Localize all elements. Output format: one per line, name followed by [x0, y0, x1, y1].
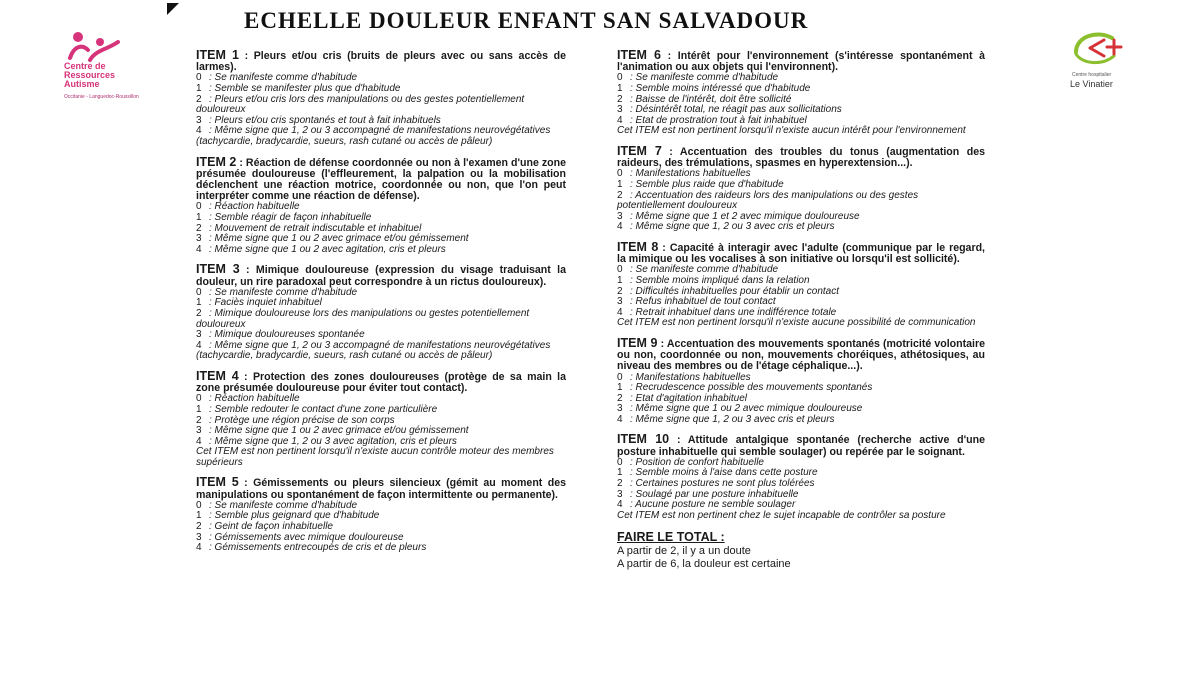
score-value: 3	[196, 233, 202, 245]
score-description: : Même signe que 1, 2 ou 3 avec agitation, cris et pleurs	[209, 435, 457, 447]
cra-figures-icon	[66, 30, 126, 64]
score-option	[196, 543, 566, 554]
score-options	[617, 458, 985, 511]
score-value: 4	[196, 339, 202, 351]
scale-item	[617, 335, 985, 426]
item-number: ITEM 8	[617, 239, 659, 254]
score-description: : Réaction habituelle	[209, 393, 300, 405]
scale-item	[196, 50, 566, 148]
score-value: 1	[617, 178, 623, 190]
score-value: 0	[196, 499, 202, 511]
score-value: 0	[196, 286, 202, 298]
score-description: : Semble moins à l'aise dans cette posture	[630, 467, 818, 479]
scale-item	[617, 50, 985, 137]
score-description: : Position de confort habituelle	[630, 456, 764, 468]
score-value: 4	[617, 413, 623, 425]
score-description: : Faciès inquiet inhabituel	[209, 297, 322, 309]
cra-logo-line: Centre de	[64, 61, 106, 71]
score-value: 3	[617, 210, 623, 222]
score-description: : Même signe que 1, 2 ou 3 accompagné de manifestations neurovégétatives (tachycardie, bradycardie, sueurs, rash cutané ou accès de pâleur)	[196, 125, 551, 147]
score-description: : Soulagé par une posture inhabituelle	[630, 488, 799, 500]
score-description: : Désintérêt total, ne réagit pas aux sollicitations	[630, 104, 842, 116]
score-value: 1	[617, 274, 623, 286]
score-description: : Semble moins intéressé que d'habitude	[630, 83, 811, 94]
score-value: 3	[196, 425, 202, 437]
scale-item	[196, 368, 566, 469]
item-heading	[617, 434, 985, 457]
item-heading	[196, 50, 566, 73]
vinatier-logo	[1050, 26, 1160, 96]
score-value: 4	[617, 499, 623, 511]
left-column	[196, 50, 566, 563]
score-value: 3	[617, 488, 623, 500]
vinatier-emblem-icon	[1068, 26, 1138, 70]
score-options	[196, 288, 566, 362]
score-value: 4	[617, 221, 623, 233]
score-description: : Même signe que 1 ou 2 avec grimace et/ou gémissement	[209, 425, 469, 437]
cra-logo-line: Ressources	[64, 70, 116, 80]
score-description: : Gémissements entrecoupés de cris et de pleurs	[209, 542, 427, 554]
score-value: 2	[617, 392, 623, 404]
item-heading	[617, 335, 985, 373]
score-value: 2	[196, 307, 202, 319]
scale-item	[196, 477, 566, 553]
score-description: : Semble plus raide que d'habitude	[630, 178, 784, 190]
score-value: 4	[196, 435, 202, 447]
score-description: : Retrait inhabituel dans une indifférence totale	[630, 306, 837, 318]
score-options	[617, 169, 985, 233]
score-options	[196, 501, 566, 554]
item-number: ITEM 3	[196, 262, 240, 277]
item-description: : Attitude antalgique spontanée (recherche active d'une posture inhabituelle qui semble soulager) ou repérée par le soignant.	[617, 434, 985, 458]
score-description: : Semble moins impliqué dans la relation	[630, 274, 810, 286]
score-value: 4	[196, 125, 202, 137]
score-options	[196, 394, 566, 447]
item-heading	[196, 368, 566, 395]
score-option	[196, 245, 566, 256]
score-description: : Même signe que 1 ou 2 avec mimique douloureuse	[630, 403, 863, 415]
score-value: 1	[196, 83, 202, 94]
score-description: : Certaines postures ne sont plus tolérées	[630, 478, 815, 490]
total-section	[617, 530, 985, 570]
score-value: 3	[196, 329, 202, 341]
item-heading	[196, 154, 566, 203]
score-value: 1	[196, 403, 202, 415]
score-description: : Etat d'agitation inhabituel	[630, 392, 747, 404]
item-number: ITEM 9	[617, 335, 658, 350]
item-number: ITEM 2	[196, 154, 237, 169]
score-value: 2	[196, 93, 202, 105]
score-value: 3	[196, 531, 202, 543]
score-description: : Se manifeste comme d'habitude	[209, 72, 358, 84]
vinatier-logo-line1: Centre hospitalier	[1072, 72, 1112, 78]
item-description: : Intérêt pour l'environnement (s'intéresse spontanément à l'animation ou aux objets qui l'environnent).	[617, 50, 985, 74]
score-description: : Pleurs et/ou cris lors des manipulations ou des gestes potentiellement douloureux	[196, 93, 525, 116]
score-options	[617, 265, 985, 318]
score-description: : Même signe que 1 ou 2 avec agitation, cris et pleurs	[209, 243, 446, 255]
score-value: 0	[196, 72, 202, 84]
cra-logo-text	[64, 62, 115, 89]
score-value: 2	[196, 521, 202, 533]
score-description: : Difficultés inhabituelles pour établir un contact	[630, 285, 840, 297]
page-title: ECHELLE DOULEUR ENFANT SAN SALVADOUR	[244, 8, 809, 33]
score-value: 1	[196, 510, 202, 522]
score-value: 2	[617, 93, 623, 105]
item-heading	[196, 477, 566, 500]
score-value: 1	[617, 382, 623, 394]
item-description: : Mimique douloureuse (expression du visage traduisant la douleur, un rire paradoxal peut correspondre à un rictus douloureux).	[196, 264, 566, 288]
score-options	[617, 73, 985, 126]
scale-item	[196, 154, 566, 256]
score-value: 0	[196, 201, 202, 213]
score-description: : Aucune posture ne semble soulager	[630, 499, 796, 511]
score-value: 1	[196, 297, 202, 309]
score-value: 3	[617, 403, 623, 415]
cra-logo	[62, 30, 162, 110]
corner-mark	[167, 3, 179, 15]
score-description: : Mimique douloureuses spontanée	[209, 329, 365, 341]
score-value: 3	[196, 114, 202, 126]
score-description: : Même signe que 1, 2 ou 3 avec cris et pleurs	[630, 413, 835, 425]
score-description: : Se manifeste comme d'habitude	[209, 286, 358, 298]
score-value: 2	[617, 478, 623, 490]
score-description: : Recrudescence possible des mouvements spontanés	[630, 382, 873, 394]
score-option	[196, 341, 566, 362]
score-option	[617, 415, 985, 426]
score-description: : Baisse de l'intérêt, doit être sollicité	[630, 93, 792, 105]
score-description: : Se manifeste comme d'habitude	[630, 72, 779, 84]
score-description: : Réaction habituelle	[209, 201, 300, 213]
right-column	[617, 50, 985, 570]
score-option	[617, 222, 985, 233]
score-description: : Geint de façon inhabituelle	[209, 521, 333, 533]
scale-item	[617, 239, 985, 329]
item-heading	[617, 50, 985, 73]
total-line-certain: A partir de 6, la douleur est certaine	[617, 557, 791, 570]
vinatier-logo-line2: Le Vinatier	[1070, 79, 1113, 89]
score-value: 0	[617, 371, 623, 383]
score-description: : Accentuation des raideurs lors des manipulations ou des gestes potentiellement douloureux	[617, 189, 919, 212]
score-description: : Semble plus geignard que d'habitude	[209, 510, 380, 522]
item-heading	[617, 239, 985, 266]
score-description: : Manifestations habituelles	[630, 371, 751, 383]
item-note: Cet ITEM est non pertinent lorsqu'il n'existe aucun intérêt pour l'environnement	[617, 125, 966, 137]
item-description: : Capacité à interagir avec l'adulte (communique par le regard, la mimique ou les vocalises à son initiative ou lorsqu'il est sollicité).	[617, 241, 985, 266]
item-description: : Réaction de défense coordonnée ou non à l'examen d'une zone présumée douloureuse (l'effleurement, la palpation ou la mobilisation déclenchent une réaction motrice, coordonnée ou non, que l'on peut interpréter comme une réaction de défense).	[196, 156, 566, 203]
scale-item	[617, 143, 985, 233]
score-value: 4	[617, 306, 623, 318]
score-description: : Se manifeste comme d'habitude	[209, 499, 358, 511]
right-column-items	[617, 50, 985, 521]
score-options	[196, 202, 566, 255]
score-value: 1	[196, 211, 202, 223]
score-value: 4	[617, 114, 623, 126]
score-description: : Manifestations habituelles	[630, 168, 751, 180]
score-description: : Même signe que 1 ou 2 avec grimace et/ou gémissement	[209, 233, 469, 245]
score-description: : Semble redouter le contact d'une zone particulière	[209, 403, 438, 415]
item-description: : Protection des zones douloureuses (protège de sa main la zone présumée douloureuse pour éviter tout contact).	[196, 370, 566, 395]
score-value: 0	[617, 264, 623, 276]
score-description: : Protège une région précise de son corps	[209, 414, 395, 426]
item-number: ITEM 1	[196, 48, 239, 62]
scale-item	[617, 434, 985, 521]
cra-logo-subtitle: Occitanie - Languedoc-Roussillon	[64, 94, 139, 100]
score-value: 0	[196, 393, 202, 405]
score-description: : Même signe que 1, 2 ou 3 avec cris et pleurs	[630, 221, 835, 233]
score-value: 4	[196, 542, 202, 554]
score-description: : Semble se manifester plus que d'habitude	[209, 83, 401, 94]
score-option	[196, 309, 566, 330]
score-description: : Etat de prostration tout à fait inhabituel	[630, 114, 807, 126]
total-line-doubt: A partir de 2, il y a un doute	[617, 545, 751, 558]
cra-logo-line: Autisme	[64, 79, 100, 89]
score-value: 2	[196, 414, 202, 426]
score-value: 1	[617, 83, 623, 94]
score-option	[196, 126, 566, 147]
score-option	[196, 95, 566, 116]
score-description: : Même signe que 1 et 2 avec mimique douloureuse	[630, 210, 860, 222]
item-heading	[617, 143, 985, 170]
score-description: : Mouvement de retrait indiscutable et inhabituel	[209, 222, 422, 234]
total-title: FAIRE LE TOTAL :	[617, 530, 725, 545]
item-heading	[196, 264, 566, 287]
score-description: : Se manifeste comme d'habitude	[630, 264, 779, 276]
score-description: : Semble réagir de façon inhabituelle	[209, 211, 372, 223]
score-value: 2	[196, 222, 202, 234]
item-note: Cet ITEM est non pertinent lorsqu'il n'existe aucun contrôle moteur des membres supérieurs	[196, 446, 554, 468]
score-description: : Mimique douloureuse lors des manipulations ou gestes potentiellement douloureux	[196, 307, 530, 330]
score-options	[617, 373, 985, 426]
scale-item	[196, 264, 566, 362]
item-description: : Accentuation des troubles du tonus (augmentation des raideurs, des trémulations, spasmes en hyperextension...).	[617, 145, 985, 170]
score-value: 0	[617, 168, 623, 180]
score-value: 3	[617, 104, 623, 116]
item-number: ITEM 6	[617, 48, 661, 62]
score-value: 1	[617, 467, 623, 479]
score-option	[617, 191, 985, 212]
item-note: Cet ITEM est non pertinent chez le sujet incapable de contrôler sa posture	[617, 509, 946, 521]
item-number: ITEM 7	[617, 143, 662, 158]
score-description: : Même signe que 1, 2 ou 3 accompagné de manifestations neurovégétatives (tachycardie, bradycardie, sueurs, rash cutané ou accès de pâleur)	[196, 339, 551, 362]
score-value: 2	[617, 285, 623, 297]
score-value: 3	[617, 296, 623, 308]
item-number: ITEM 5	[196, 475, 239, 490]
item-description: : Accentuation des mouvements spontanés (motricité volontaire ou non, coordonnée ou non, mouvements choréiques, athétosiques, au niveau des membres ou de l'étage céphalique...).	[617, 337, 985, 373]
item-note: Cet ITEM est non pertinent lorsqu'il n'existe aucune possibilité de communication	[617, 317, 976, 329]
score-value: 0	[617, 72, 623, 84]
score-value: 4	[196, 243, 202, 255]
item-description: : Pleurs et/ou cris (bruits de pleurs avec ou sans accès de larmes).	[196, 50, 566, 74]
item-description: : Gémissements ou pleurs silencieux (gémit au moment des manipulations ou spontanément de façon intermittente ou permanente).	[196, 477, 566, 501]
score-value: 0	[617, 456, 623, 468]
item-number: ITEM 4	[196, 368, 239, 383]
score-options	[196, 73, 566, 147]
score-description: : Refus inhabituel de tout contact	[630, 296, 776, 308]
score-description: : Gémissements avec mimique douloureuse	[209, 531, 404, 543]
score-description: : Pleurs et/ou cris spontanés et tout à fait inhabituels	[209, 114, 441, 126]
item-number: ITEM 10	[617, 432, 670, 447]
score-value: 2	[617, 189, 623, 201]
